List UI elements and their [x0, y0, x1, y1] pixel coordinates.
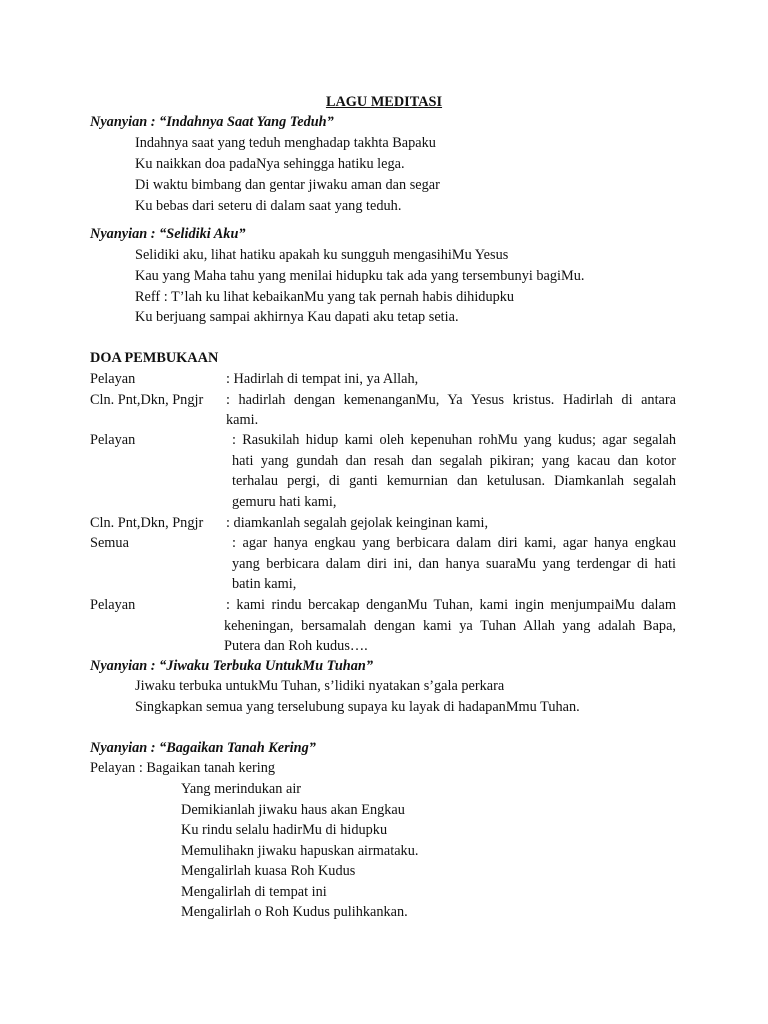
- song4-line: Mengalirlah o Roh Kudus pulihkankan.: [181, 904, 408, 920]
- prayer-speaker: Cln. Pnt,Dkn, Pngjr: [90, 392, 204, 408]
- song3-line: Singkapkan semua yang terselubung supaya ku layak di hadapanMmu Tuhan.: [135, 699, 580, 715]
- prayer-speaker: Pelayan: [90, 371, 136, 387]
- song1-line: Ku bebas dari seteru di dalam saat yang teduh.: [135, 198, 402, 214]
- prayer-text: : agar hanya engkau yang berbicara dalam diri kami, agar hanya engkau: [232, 535, 676, 551]
- prayer-text: batin kami,: [232, 576, 297, 592]
- song4-line: Ku rindu selalu hadirMu di hidupku: [181, 822, 388, 838]
- prayer-speaker: Semua: [90, 535, 129, 551]
- song4-line: Mengalirlah kuasa Roh Kudus: [181, 863, 356, 879]
- prayer-heading: DOA PEMBUKAAN: [90, 350, 219, 366]
- song4-line: Yang merindukan air: [181, 781, 302, 797]
- song2-line: Reff : T’lah ku lihat kebaikanMu yang tak pernah habis dihidupku: [135, 289, 515, 305]
- prayer-text: keheningan, bersamalah dengan kami ya Tuhan Allah yang adalah Bapa,: [224, 618, 676, 634]
- prayer-speaker: Pelayan: [90, 597, 136, 613]
- song3-line: Jiwaku terbuka untukMu Tuhan, s’lidiki nyatakan s’gala perkara: [135, 678, 505, 694]
- song2-line: Kau yang Maha tahu yang menilai hidupku tak ada yang tersembunyi bagiMu.: [135, 268, 585, 284]
- prayer-text: : Rasukilah hidup kami oleh kepenuhan rohMu yang kudus; agar segalah: [232, 432, 676, 448]
- song1-line: Indahnya saat yang teduh menghadap takhta Bapaku: [135, 135, 436, 151]
- song4-line: Memulihakn jiwaku hapuskan airmataku.: [181, 843, 419, 859]
- prayer-text: : hadirlah dengan kemenanganMu, Ya Yesus kristus. Hadirlah di antara: [226, 392, 676, 408]
- prayer-text: Putera dan Roh kudus….: [224, 638, 368, 654]
- song1-line: Ku naikkan doa padaNya sehingga hatiku lega.: [135, 156, 405, 172]
- prayer-text: yang berbicara dalam diri ini, dan hanya suaraMu yang terdengar di hati: [232, 556, 676, 572]
- song4-heading: Nyanyian : “Bagaikan Tanah Kering”: [90, 740, 316, 756]
- song1-line: Di waktu bimbang dan gentar jiwaku aman dan segar: [135, 177, 440, 193]
- song4-line: Demikianlah jiwaku haus akan Engkau: [181, 802, 405, 818]
- song1-heading: Nyanyian : “Indahnya Saat Yang Teduh”: [90, 114, 334, 130]
- prayer-text: : Hadirlah di tempat ini, ya Allah,: [226, 371, 419, 387]
- song3-heading: Nyanyian : “Jiwaku Terbuka UntukMu Tuhan”: [90, 658, 373, 674]
- prayer-text: gemuru hati kami,: [232, 494, 337, 510]
- prayer-text: hati yang gundah dan resah dan segalah pikiran; yang kacau dan kotor: [232, 453, 676, 469]
- page-title: LAGU MEDITASI: [325, 94, 443, 110]
- song4-line: Mengalirlah di tempat ini: [181, 884, 327, 900]
- prayer-speaker: Pelayan: [90, 432, 136, 448]
- prayer-text: : diamkanlah segalah gejolak keinginan kami,: [226, 515, 489, 531]
- song4-intro: Pelayan : Bagaikan tanah kering: [90, 760, 276, 776]
- prayer-text: kami.: [226, 412, 259, 428]
- song2-line: Selidiki aku, lihat hatiku apakah ku sungguh mengasihiMu Yesus: [135, 247, 509, 263]
- prayer-text: : kami rindu bercakap denganMu Tuhan, kami ingin menjumpaiMu dalam: [226, 597, 676, 613]
- prayer-text: terhalau pergi, di ganti kemurnian dan ketulusan. Diamkanlah segalah: [232, 473, 676, 489]
- song2-heading: Nyanyian : “Selidiki Aku”: [90, 226, 246, 242]
- prayer-speaker: Cln. Pnt,Dkn, Pngjr: [90, 515, 204, 531]
- song2-line: Ku berjuang sampai akhirnya Kau dapati aku tetap setia.: [135, 309, 459, 325]
